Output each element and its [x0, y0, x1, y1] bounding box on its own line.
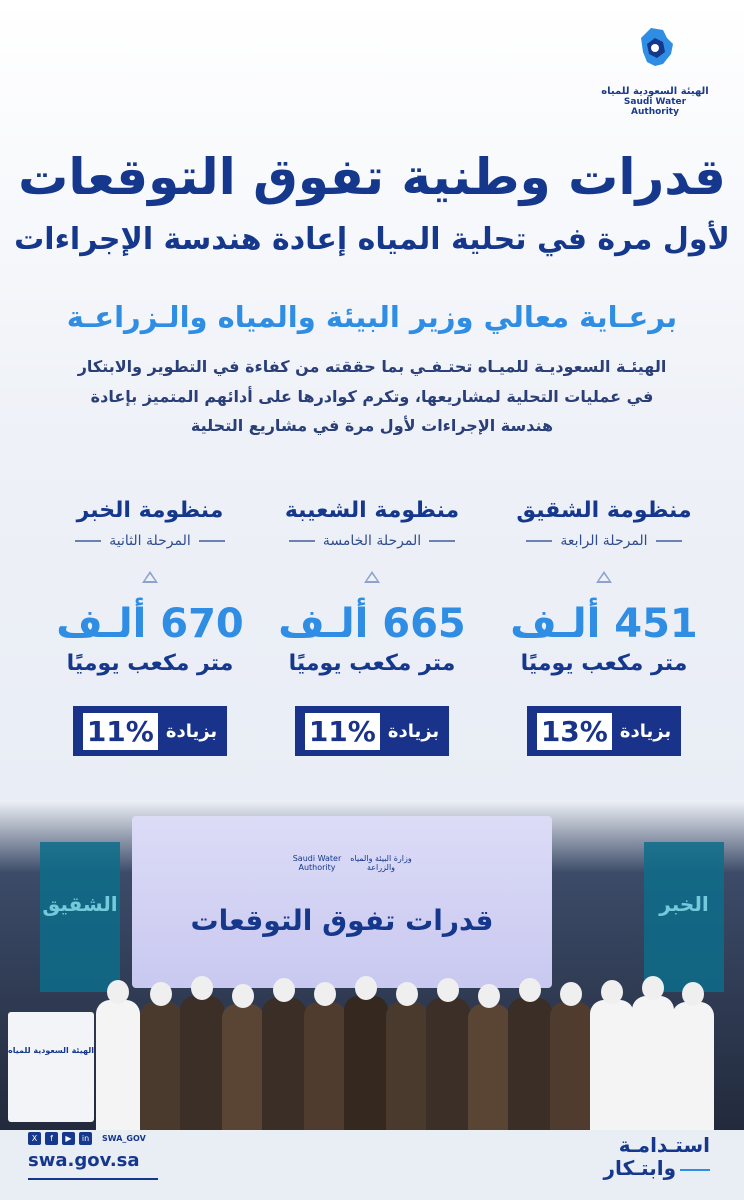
- side-screen-right: الخبر: [644, 842, 724, 992]
- system-card: [272, 498, 472, 756]
- system-phase: المرحلة الثانية: [50, 533, 250, 549]
- logo-name-en: Saudi Water Authority: [623, 97, 687, 117]
- increase-badge: [295, 706, 449, 756]
- screen-logo-ministry: وزارة البيئة والمياه والزراعة: [350, 854, 412, 872]
- increase-value: 11%: [305, 713, 380, 750]
- x-icon[interactable]: X: [28, 1132, 41, 1145]
- youtube-icon[interactable]: ▶: [62, 1132, 75, 1145]
- increase-badge: [527, 706, 681, 756]
- increase-value: 11%: [83, 713, 158, 750]
- side-screen-left: الشقيق: [40, 842, 120, 992]
- body-paragraph: الهيئـة السعوديـة للميـاه تحتـفـي بما حققته من كفاءة في التطوير والابتكار في عمليات التحلية لمشاريعها، وتكرم كوادرها على أدائهم المتميز بإعادة هندسة الإجراءات لأول مرة في مشاريع التحلية: [77, 357, 667, 436]
- system-card: [504, 498, 704, 756]
- capacity-unit: متر مكعب يوميًا: [288, 651, 456, 676]
- saudi-water-logo-icon: [633, 24, 677, 84]
- brand-tagline: [604, 1134, 710, 1180]
- capacity-unit: متر مكعب يوميًا: [520, 651, 688, 676]
- social-links: [28, 1132, 146, 1145]
- increase-label: بزيادة: [165, 720, 218, 742]
- subheadline: لأول مرة في تحلية المياه إعادة هندسة الإجراءات: [14, 222, 730, 257]
- footer: [0, 1130, 744, 1200]
- podium: الهيئة السعودية للمياه: [8, 1012, 94, 1122]
- triangle-icon: [596, 571, 612, 583]
- facebook-icon[interactable]: f: [45, 1132, 58, 1145]
- increase-label: بزيادة: [387, 720, 440, 742]
- capacity-value: 665 ألـف: [278, 601, 466, 647]
- system-phase: المرحلة الخامسة: [272, 533, 472, 549]
- capacity-unit: متر مكعب يوميًا: [66, 651, 234, 676]
- screen-logo-swa: Saudi Water Authority: [292, 854, 342, 872]
- triangle-icon: [142, 571, 158, 583]
- patron-line: برعـاية معالي وزير البيئة والمياه والـزراعـة: [66, 300, 678, 334]
- increase-badge: [73, 706, 227, 756]
- logo-name-ar: الهيئة السعودية للمياه: [601, 86, 709, 97]
- social-handle[interactable]: SWA_GOV: [102, 1134, 146, 1143]
- brand-line-1: استـدامـة: [618, 1133, 710, 1157]
- capacity-value: 451 ألـف: [510, 601, 698, 647]
- headline: قدرات وطنية تفوق التوقعات: [18, 148, 726, 206]
- system-card: [50, 498, 250, 756]
- logo: [600, 24, 710, 117]
- increase-label: بزيادة: [619, 720, 672, 742]
- system-name: منظومة الخبر: [76, 498, 224, 523]
- system-phase: المرحلة الرابعة: [504, 533, 704, 549]
- screen-headline: قدرات تفوق التوقعات: [190, 904, 494, 937]
- capacity-value: 670 ألـف: [56, 601, 244, 647]
- group-of-people: [96, 955, 714, 1130]
- footer-divider: [28, 1178, 158, 1180]
- increase-value: 13%: [537, 713, 612, 750]
- website-link[interactable]: swa.gov.sa: [28, 1150, 140, 1171]
- brand-line-2: وابتـكار: [604, 1157, 710, 1180]
- system-name: منظومة الشقيق: [516, 498, 692, 523]
- triangle-icon: [364, 571, 380, 583]
- system-name: منظومة الشعيبة: [284, 498, 460, 523]
- linkedin-icon[interactable]: in: [79, 1132, 92, 1145]
